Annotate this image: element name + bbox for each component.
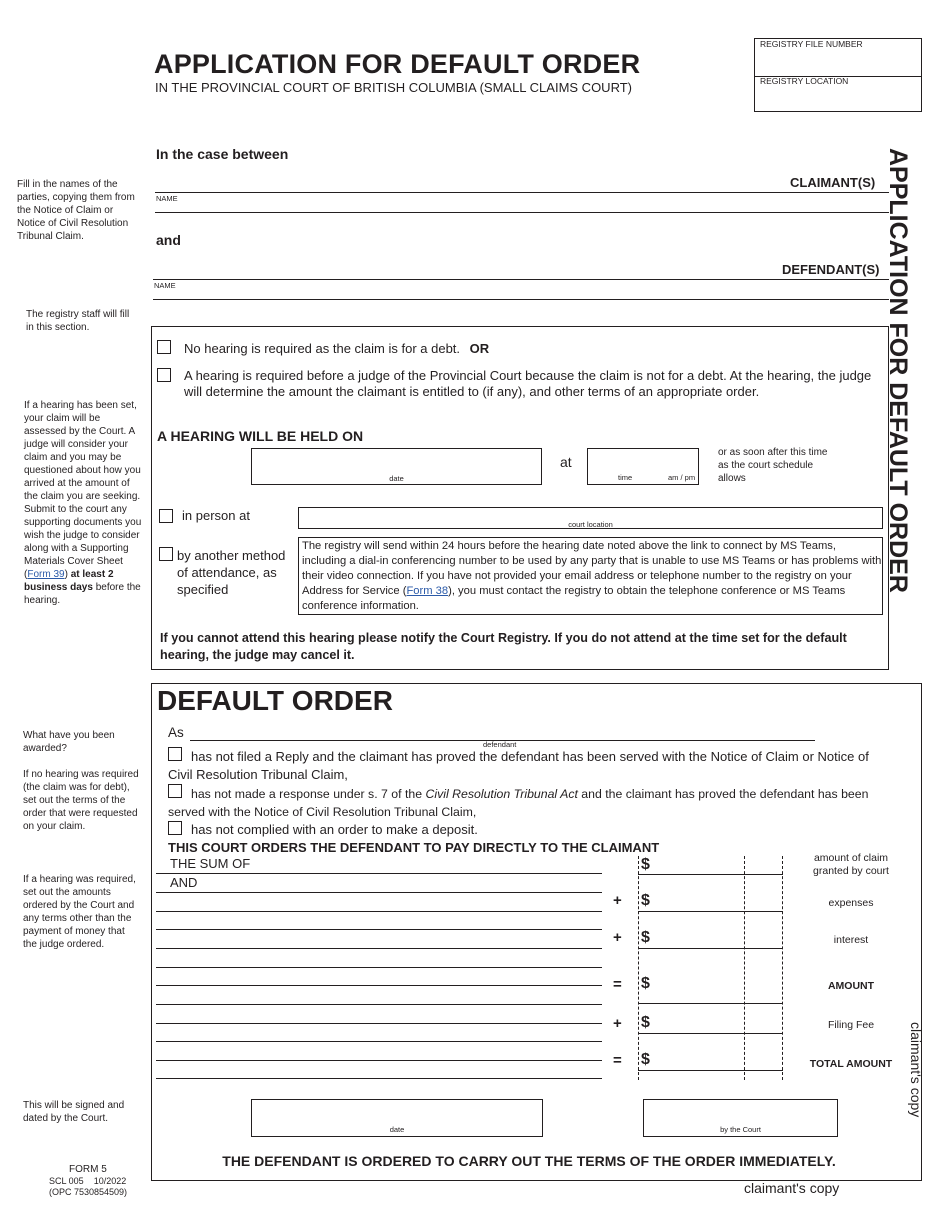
- at-label: at: [560, 454, 572, 470]
- side-copy-label: claimant's copy: [908, 1022, 924, 1118]
- claimant-name-line: [155, 192, 889, 193]
- terms-line: [156, 1078, 602, 1079]
- no-response-text-a: has not made a response under s. 7 of the: [191, 787, 426, 801]
- note-signed: This will be signed and dated by the Court.: [23, 1100, 125, 1124]
- amount-divider-right: [782, 856, 783, 1080]
- registry-file-number-label: REGISTRY FILE NUMBER: [760, 39, 863, 49]
- hearing-required-checkbox[interactable]: [157, 368, 171, 382]
- amount-divider-left: [638, 856, 639, 1080]
- side-title: APPLICATION FOR DEFAULT ORDER: [884, 148, 912, 593]
- expenses-line: [638, 911, 783, 912]
- no-response-text: [168, 786, 888, 821]
- sum-of-label: THE SUM OF: [170, 856, 251, 871]
- court-location-field[interactable]: [298, 507, 883, 529]
- defendant-line-bottom: [153, 299, 889, 300]
- note-awarded: What have you been awarded?: [23, 730, 115, 754]
- amount-divider-cents: [744, 856, 745, 1080]
- terms-line: [156, 967, 602, 968]
- other-method-label: by another method of attendance, as specified: [177, 548, 286, 597]
- total-dollar: $: [641, 1051, 650, 1068]
- amount-label: AMOUNT: [827, 980, 875, 992]
- form-38-link[interactable]: Form 38: [406, 585, 449, 597]
- defendant-name-label: NAME: [154, 281, 176, 290]
- expenses-dollar: $: [641, 892, 650, 909]
- soon-after-note: or as soon after this time as the court schedule allows: [718, 447, 828, 484]
- in-person-checkbox[interactable]: [159, 509, 173, 523]
- note-hearing-set-text: If a hearing has been set, your claim will be assessed by the Court. A judge will consider your claim and you may be questioned about how you arrived at the amount of the claim you are seeking. Submit to the court any supporting documents you wish the judge to consider along with a Supporting Materials Cover Sheet (: [24, 400, 142, 580]
- interest-line: [638, 948, 783, 949]
- case-between-label: In the case between: [156, 146, 289, 162]
- footer-copy-label: claimant's copy: [744, 1180, 840, 1196]
- no-deposit-checkbox[interactable]: [168, 821, 182, 835]
- note-two-days: at least 2 business days: [24, 569, 114, 593]
- total-line: [638, 1070, 783, 1071]
- note-hearing-set: [24, 399, 144, 607]
- opc-code: (OPC 7530854509): [49, 1187, 128, 1197]
- reply-not-filed-text: has not filed a Reply and the claimant has proved the defendant has been served with the Notice of Claim or Notice of Civil Resolution Tribunal Claim,: [168, 749, 869, 782]
- terms-line: [156, 1004, 602, 1005]
- default-order-title: DEFAULT ORDER: [157, 685, 393, 716]
- amount-granted-dollar: $: [641, 856, 650, 873]
- crt-act-title: Civil Resolution Tribunal Act: [425, 787, 578, 801]
- defendant-name-line: [153, 279, 889, 280]
- claimant-name-field[interactable]: [155, 194, 889, 212]
- note-no-hearing: If no hearing was required (the claim was for debt), set out the terms of the order that were requested on your claim.: [23, 769, 139, 832]
- amount-granted-field[interactable]: [656, 855, 782, 874]
- hearing-time-label: time: [618, 473, 633, 482]
- registry-info-box: [298, 537, 883, 615]
- interest-label: interest: [833, 934, 869, 946]
- total-amount-field[interactable]: [656, 1050, 782, 1070]
- claimant-line-bottom: [155, 212, 889, 213]
- note-fill-names: Fill in the names of the parties, copying them from the Notice of Claim or Notice of Civil Resolution Tribunal Claim.: [17, 179, 135, 242]
- total-equals: =: [613, 1052, 622, 1069]
- total-amount-label: TOTAL AMOUNT: [809, 1058, 893, 1070]
- terms-line: [156, 892, 602, 893]
- amount-field[interactable]: [656, 973, 782, 1003]
- form-subtitle: IN THE PROVINCIAL COURT OF BRITISH COLUMBIA (SMALL CLAIMS COURT): [155, 80, 632, 95]
- claimant-label: CLAIMANT(S): [790, 175, 876, 190]
- claimant-name-label: NAME: [156, 194, 178, 203]
- amount-line: [638, 1003, 783, 1004]
- interest-field[interactable]: [656, 928, 782, 948]
- expenses-plus: +: [613, 892, 622, 909]
- note-hearing-set-close: ): [64, 569, 68, 580]
- filing-fee-line: [638, 1033, 783, 1034]
- form-39-link[interactable]: Form 39: [27, 569, 65, 580]
- filing-fee-field[interactable]: [656, 1013, 782, 1033]
- terms-line: [156, 1060, 602, 1061]
- hearing-date-field[interactable]: [251, 448, 542, 485]
- filing-fee-label: Filing Fee: [827, 1019, 875, 1031]
- form-number: FORM 5: [69, 1164, 107, 1175]
- registry-file-number-field[interactable]: [756, 50, 920, 74]
- court-orders-title: THIS COURT ORDERS THE DEFENDANT TO PAY DIRECTLY TO THE CLAIMANT: [168, 840, 660, 855]
- no-deposit-text: has not complied with an order to make a deposit.: [191, 822, 478, 837]
- order-date-label: date: [389, 1125, 405, 1134]
- note-before-hearing: before the hearing.: [24, 582, 141, 606]
- court-location-label: court location: [568, 520, 613, 529]
- amount-dollar: $: [641, 975, 650, 992]
- amount-equals: =: [613, 976, 622, 993]
- terms-line: [156, 948, 602, 949]
- cannot-attend-note: If you cannot attend this hearing please notify the Court Registry. If you do not attend at the time set for the default hearing, the judge may cancel it.: [160, 631, 847, 662]
- order-terms-field[interactable]: [156, 873, 602, 1078]
- by-court-signature-field[interactable]: [643, 1099, 838, 1137]
- terms-line: [156, 929, 602, 930]
- defendant-label: DEFENDANT(S): [782, 262, 880, 277]
- registry-info-text-1: The registry will send within 24 hours before the hearing date noted above the link to connect by MS Teams, including a dial-in conferencing number to be used by any party that is unable to use MS Teams or has problems with their video connection. If you have not provided your email address or telephone number to the registry on your Address for Service (: [302, 540, 882, 597]
- no-hearing-label: No hearing is required as the claim is for a debt.: [184, 341, 461, 356]
- registry-location-label: REGISTRY LOCATION: [760, 76, 849, 86]
- expenses-field[interactable]: [656, 891, 782, 911]
- note-hearing-required: If a hearing was required, set out the amounts ordered by the Court and any terms other than the payment of money that the judge ordered.: [23, 874, 136, 950]
- form-code: SCL 005 10/2022: [49, 1176, 127, 1186]
- filing-fee-dollar: $: [641, 1014, 650, 1031]
- filing-fee-plus: +: [613, 1015, 622, 1032]
- defendant-name-field[interactable]: [153, 281, 889, 299]
- form-title: APPLICATION FOR DEFAULT ORDER: [154, 49, 641, 79]
- no-response-text-b: and the claimant has proved the defendant has been served with the Notice of Civil Resolution Tribunal Claim,: [168, 787, 869, 819]
- terms-line: [156, 873, 602, 874]
- as-label: As: [168, 725, 184, 740]
- terms-line: [156, 1023, 602, 1024]
- hearing-required-text: A hearing is required before a judge of the Provincial Court because the claim is not for a debt. At the hearing, the judge will determine the amount the claimant is entitled to (if any), and other terms of an appropriate order.: [184, 368, 872, 399]
- order-date-field[interactable]: [251, 1099, 543, 1137]
- no-hearing-text: [184, 341, 489, 356]
- registry-info-text: [302, 539, 882, 614]
- as-defendant-field[interactable]: [190, 722, 815, 740]
- hearing-time-field[interactable]: [587, 448, 699, 485]
- terms-line: [156, 985, 602, 986]
- or-label: OR: [469, 341, 490, 356]
- hearing-held-on-title: A HEARING WILL BE HELD ON: [157, 428, 364, 444]
- note-registry-staff: The registry staff will fill in this section.: [26, 309, 130, 333]
- terms-line: [156, 1041, 602, 1042]
- other-method-checkbox[interactable]: [159, 547, 173, 561]
- amount-granted-line: [638, 874, 783, 875]
- terms-line: [156, 911, 602, 912]
- in-person-label: in person at: [182, 508, 250, 523]
- order-immediately-note: THE DEFENDANT IS ORDERED TO CARRY OUT THE TERMS OF THE ORDER IMMEDIATELY.: [222, 1153, 836, 1169]
- and-terms-label: AND: [170, 875, 198, 890]
- hearing-ampm-label: am / pm: [668, 473, 696, 482]
- hearing-date-label: date: [389, 474, 404, 483]
- no-hearing-checkbox[interactable]: [157, 340, 171, 354]
- registry-location-field[interactable]: [756, 88, 920, 110]
- interest-dollar: $: [641, 929, 650, 946]
- by-court-label: by the Court: [720, 1125, 761, 1134]
- amount-granted-label: amount of claim granted by court: [813, 852, 889, 877]
- interest-plus: +: [613, 929, 622, 946]
- expenses-label: expenses: [828, 897, 874, 909]
- registry-info-text-2: ), you must contact the registry to obtain the telephone conference or MS Teams conference information.: [302, 585, 846, 612]
- as-defendant-label: defendant: [483, 740, 517, 749]
- and-label: and: [156, 232, 181, 248]
